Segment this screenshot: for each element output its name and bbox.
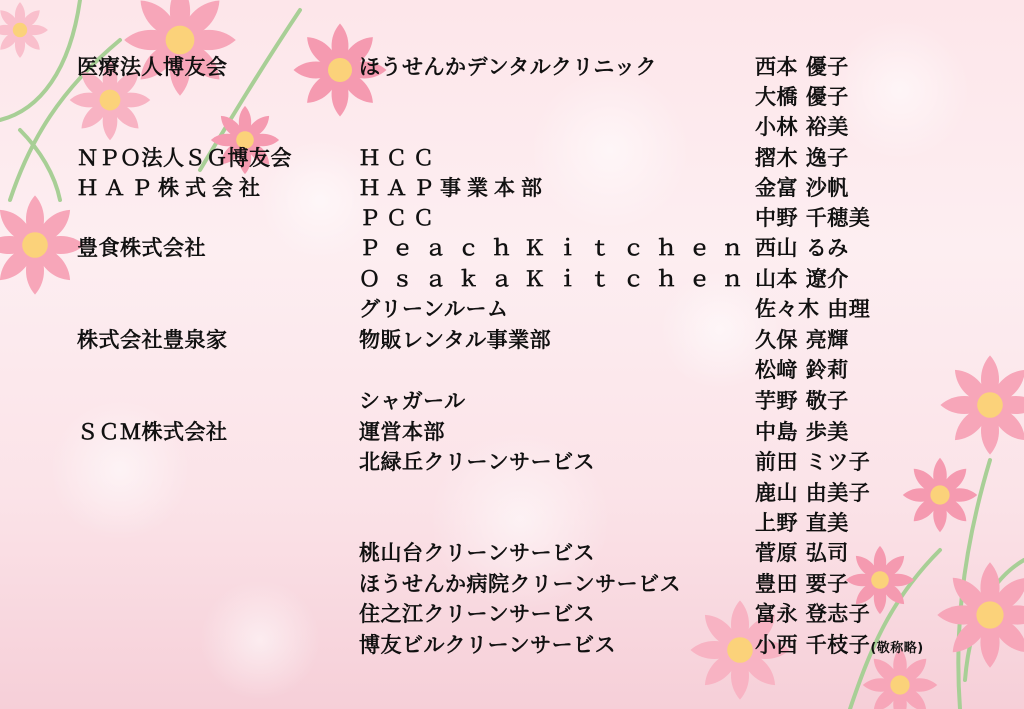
list-row [0,173,1024,203]
person-name: 大橋 優子 [755,85,849,109]
department-name: ほうせんかデンタルクリニック [359,55,658,79]
department-name: 住之江クリーンサービス [359,602,596,626]
person-name-text: 小西 千枝子 [755,633,871,657]
list-row [0,264,1024,294]
organization-name: ＮＰＯ法人ＳＧ博友会 [77,146,292,170]
department-name: ほうせんか病院クリーンサービス [359,572,682,596]
person-name: 山本 遼介 [755,267,849,291]
department-name: ＰｅａｃｈＫｉｔｃｈｅｎ [359,236,755,260]
department-name: 桃山台クリーンサービス [359,541,596,565]
department-name: ＯｓａｋａＫｉｔｃｈｅｎ [359,267,755,291]
person-name: 富永 登志子 [755,602,871,626]
list-row [0,294,1024,324]
list-row [0,233,1024,263]
person-name: 上野 直美 [755,511,849,535]
list-row [0,478,1024,508]
person-name: 鹿山 由美子 [755,481,871,505]
department-name: ＨＣＣ [359,146,440,170]
person-name: 金富 沙帆 [755,176,849,200]
organization-name: 医療法人博友会 [77,55,228,79]
list-row [0,112,1024,142]
person-name: 豊田 要子 [755,572,849,596]
department-name: ＨＡＰ事業本部 [359,176,548,200]
department-name: シャガール [359,389,466,413]
list-row [0,417,1024,447]
list-row [0,52,1024,82]
department-name: ＰＣＣ [359,206,440,230]
list-row [0,143,1024,173]
person-name: 佐々木 由理 [755,297,871,321]
person-name: 摺木 逸子 [755,146,849,170]
person-name: 西山 るみ [755,236,849,260]
department-name: 博友ビルクリーンサービス [359,633,617,657]
person-name: 菅原 弘司 [755,541,849,565]
list-row [0,203,1024,233]
list-row [0,630,1024,660]
list-row [0,569,1024,599]
department-name: 運営本部 [359,420,445,444]
person-name: 松﨑 鈴莉 [755,358,849,382]
list-row [0,386,1024,416]
department-name: グリーンルーム [359,297,509,321]
person-name: 西本 優子 [755,55,849,79]
organization-name: ＳＣＭ株式会社 [77,420,228,444]
person-name: 中島 歩美 [755,420,849,444]
person-name [755,630,924,664]
department-name: 北緑丘クリーンサービス [359,450,596,474]
honorific-note: (敬称略) [870,641,924,656]
list-row [0,599,1024,629]
organization-name: 株式会社豊泉家 [77,328,228,352]
person-name: 中野 千穂美 [755,206,871,230]
organization-name: ＨＡＰ株式会社 [77,176,266,200]
department-name: 物販レンタル事業部 [359,328,552,352]
list-row [0,355,1024,385]
list-row [0,82,1024,112]
person-name: 小林 裕美 [755,115,849,139]
person-name: 久保 亮輝 [755,328,849,352]
person-name: 前田 ミツ子 [755,450,871,474]
list-row [0,325,1024,355]
organization-name: 豊食株式会社 [77,236,206,260]
list-row [0,538,1024,568]
list-row [0,447,1024,477]
list-row [0,508,1024,538]
person-name: 芋野 敬子 [755,389,849,413]
flower-top-left-6 [0,2,48,58]
